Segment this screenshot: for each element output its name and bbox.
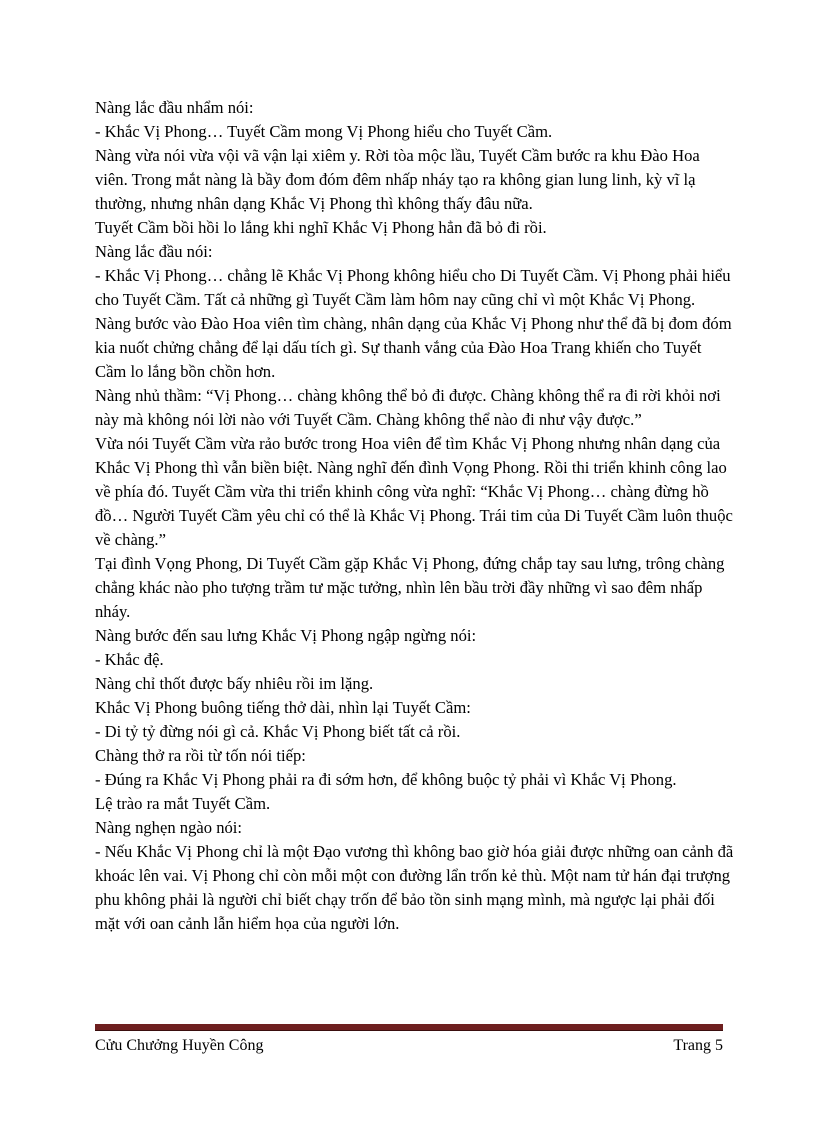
paragraph: Nàng bước đến sau lưng Khắc Vị Phong ngập ngừng nói: xyxy=(95,626,477,645)
paragraph: - Di tỷ tỷ đừng nói gì cả. Khắc Vị Phong biết tất cả rồi. xyxy=(95,722,461,741)
paragraph: Nàng vừa nói vừa vội vã vận lại xiêm y. Rời tòa mộc lầu, Tuyết Cầm bước ra khu Đào Hoa viên. Trong mắt nàng là bầy đom đóm đêm nhấp nháy tạo ra không gian lung linh, kỳ vĩ lạ thường, nhưng nhân dạng Khắc Vị Phong thì không thấy đâu nữa. xyxy=(95,146,700,213)
page-footer xyxy=(95,1036,723,1056)
page-body xyxy=(95,96,735,936)
paragraph: Nàng nghẹn ngào nói: xyxy=(95,818,243,837)
paragraph: - Khắc Vị Phong… chẳng lẽ Khắc Vị Phong không hiểu cho Di Tuyết Cầm. Vị Phong phải hiểu cho Tuyết Cầm. Tất cả những gì Tuyết Cầm làm hôm nay cũng chỉ vì một Khắc Vị Phong. xyxy=(95,266,731,309)
paragraph: Nàng lắc đầu nhẩm nói: xyxy=(95,98,254,117)
footer-page-number: Trang 5 xyxy=(673,1037,723,1054)
paragraph: Tại đình Vọng Phong, Di Tuyết Cầm gặp Khắc Vị Phong, đứng chắp tay sau lưng, trông chàng chẳng khác nào pho tượng trầm tư mặc tưởng, nhìn lên bầu trời đầy những vì sao đêm nhấp nháy. xyxy=(95,554,725,621)
footer-book-title: Cửu Chưởng Huyền Công xyxy=(95,1037,264,1054)
paragraph: - Khắc Vị Phong… Tuyết Cầm mong Vị Phong hiểu cho Tuyết Cầm. xyxy=(95,122,553,141)
paragraph: Lệ trào ra mắt Tuyết Cầm. xyxy=(95,794,271,813)
paragraph: - Đúng ra Khắc Vị Phong phải ra đi sớm hơn, để không buộc tỷ phải vì Khắc Vị Phong. xyxy=(95,770,677,789)
paragraph: Tuyết Cầm bồi hồi lo lắng khi nghĩ Khắc Vị Phong hẳn đã bỏ đi rồi. xyxy=(95,218,547,237)
paragraph: Nàng bước vào Đào Hoa viên tìm chàng, nhân dạng của Khắc Vị Phong như thể đã bị đom đóm kia nuốt chửng chẳng để lại dấu tích gì. Sự thanh vắng của Đào Hoa Trang khiến cho Tuyết Cầm lo lắng bồn chồn hơn. xyxy=(95,314,732,381)
paragraph: Vừa nói Tuyết Cầm vừa rảo bước trong Hoa viên để tìm Khắc Vị Phong nhưng nhân dạng của Khắc Vị Phong thì vẫn biền biệt. Nàng nghĩ đến đình Vọng Phong. Rồi thi triển khinh công lao về phía đó. Tuyết Cầm vừa thi triển khinh công vừa nghĩ: “Khắc Vị Phong… chàng đừng hồ đồ… Người Tuyết Cầm yêu chỉ có thể là Khắc Vị Phong. Trái tim của Di Tuyết Cầm luôn thuộc về chàng.” xyxy=(95,434,733,549)
paragraph: Nàng chỉ thốt được bấy nhiêu rồi im lặng. xyxy=(95,674,374,693)
paragraph: - Khắc đệ. xyxy=(95,650,164,669)
paragraph: Nàng nhủ thầm: “Vị Phong… chàng không thể bỏ đi được. Chàng không thể ra đi rời khỏi nơi này mà không nói lời nào với Tuyết Cầm. Chàng không thể nào đi như vậy được.” xyxy=(95,386,721,429)
paragraph: Chàng thở ra rồi từ tốn nói tiếp: xyxy=(95,746,306,765)
paragraph: - Nếu Khắc Vị Phong chỉ là một Đạo vương thì không bao giờ hóa giải được những oan cảnh đã khoác lên vai. Vị Phong chỉ còn mỗi một con đường lẩn trốn kẻ thù. Một nam tử hán đại trượng phu không phải là người chỉ biết chạy trốn để bảo tồn sinh mạng mình, mà ngược lại phải đối mặt với oan cảnh lẫn hiểm họa của người lớn. xyxy=(95,842,734,933)
paragraph: Nàng lắc đầu nói: xyxy=(95,242,213,261)
footer-divider xyxy=(95,1024,723,1031)
paragraph: Khắc Vị Phong buông tiếng thở dài, nhìn lại Tuyết Cầm: xyxy=(95,698,471,717)
